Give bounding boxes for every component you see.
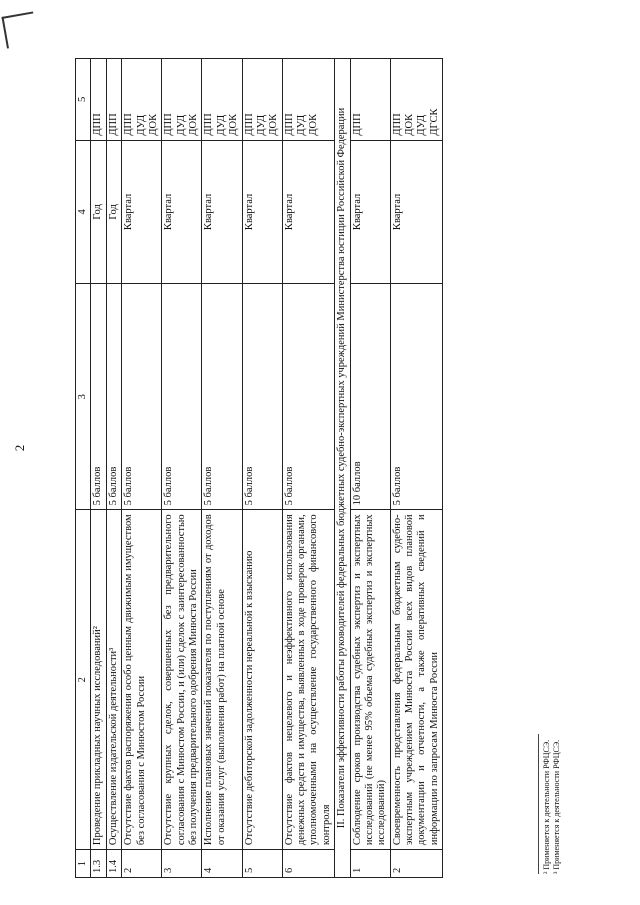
rotated-sheet: [75, 28, 575, 878]
row-number: 1: [350, 850, 390, 878]
period-value: Квартал: [202, 140, 242, 284]
period-value: Квартал: [122, 140, 162, 284]
department-codes: [106, 59, 121, 141]
table-row: [390, 59, 443, 878]
indicator-text: Исполнение плановых значений показателя по поступлениям от доходов от оказания услуг (выполнения работ) на платной основе: [202, 510, 242, 850]
department-code: ДУД: [416, 114, 428, 136]
department-code: ДОК: [308, 113, 320, 136]
score-value: 5 баллов: [202, 284, 242, 510]
indicator-text: Осуществление издательской деятельности³: [106, 510, 121, 850]
indicator-text: Отсутствие фактов распоряжения особо ценным движимым имуществом без согласования с Минюстом России: [122, 510, 162, 850]
footnote-1: ² Применяется к деятельности РФЦСЭ.: [542, 739, 552, 874]
period-value: Квартал: [242, 140, 282, 284]
table-row: [162, 59, 202, 878]
score-value: 5 баллов: [162, 284, 202, 510]
indicator-text: Своевременность представления федеральным бюджетным судебно-экспертным учреждением Минюста России всех видов плановой документации и отчетности, а также оперативных сведений и информации по запросам Минюста России: [390, 510, 443, 850]
indicator-text: Отсутствие фактов нецелевого и неэффективного использования денежных средств и имущества, выявленных в ходе проверок органами, уполномоченными на осуществление государственного финансового контроля: [282, 510, 335, 850]
score-value: 5 баллов: [390, 284, 443, 510]
table-row: [122, 59, 162, 878]
header-col-2: 2: [76, 510, 91, 850]
indicator-text: Отсутствие крупных сделок, совершенных без предварительного согласования с Минюстом России, и (или) сделок с заинтересованностью без получения предварительного одобрения Минюста России: [162, 510, 202, 850]
score-value: 5 баллов: [91, 284, 106, 510]
score-value: 5 баллов: [106, 284, 121, 510]
indicator-text: Проведение прикладных научных исследований²: [91, 510, 106, 850]
score-value: 5 баллов: [122, 284, 162, 510]
department-code: ДПП: [92, 113, 104, 136]
score-value: 5 баллов: [282, 284, 335, 510]
header-col-5: 5: [76, 59, 91, 141]
header-col-4: 4: [76, 140, 91, 284]
corner-fold-mark: [1, 11, 38, 48]
header-col-1: 1: [76, 850, 91, 878]
table-header-row: [76, 59, 91, 878]
department-codes: [282, 59, 335, 141]
section-row: [335, 59, 350, 878]
footnote-2: ³ Применяется к деятельности РФЦСЭ.: [552, 739, 562, 874]
table-row: [91, 59, 106, 878]
table-row: [350, 59, 390, 878]
row-number: 2: [390, 850, 443, 878]
department-codes: [202, 59, 242, 141]
period-value: Квартал: [350, 140, 390, 284]
row-number: 1.3: [91, 850, 106, 878]
department-codes: [390, 59, 443, 141]
indicator-text: Соблюдение сроков производства судебных экспертиз и экспертных исследований (не менее 95% объема судебных экспертиз и экспертных исследований): [350, 510, 390, 850]
department-code: ДПП: [203, 113, 215, 136]
header-col-3: 3: [76, 284, 91, 510]
department-code: ДУД: [215, 114, 227, 136]
department-codes: [242, 59, 282, 141]
indicators-table: [75, 58, 443, 878]
department-code: ДПП: [391, 113, 403, 136]
table-row: [282, 59, 335, 878]
department-code: ДОК: [228, 113, 240, 136]
footnote-rule: [538, 734, 539, 874]
department-code: ДПП: [107, 113, 119, 136]
department-code: ДГСК: [428, 108, 440, 136]
row-number: 4: [202, 850, 242, 878]
row-number: 1.4: [106, 850, 121, 878]
department-codes: [91, 59, 106, 141]
period-value: Квартал: [390, 140, 443, 284]
department-codes: [350, 59, 390, 141]
table-row: [242, 59, 282, 878]
department-code: ДОК: [404, 113, 415, 136]
period-value: Квартал: [282, 140, 335, 284]
department-code: ДПП: [283, 113, 295, 136]
row-number: 3: [162, 850, 202, 878]
department-code: ДПП: [351, 113, 363, 136]
period-value: Год: [91, 140, 106, 284]
row-number: 2: [122, 850, 162, 878]
department-code: ДПП: [243, 113, 255, 136]
period-value: Квартал: [162, 140, 202, 284]
table-row: [106, 59, 121, 878]
department-code: ДОК: [188, 113, 199, 136]
department-codes: [162, 59, 202, 141]
department-code: ДУД: [296, 114, 307, 136]
department-code: ДУД: [175, 114, 187, 136]
period-value: Год: [106, 140, 121, 284]
department-code: ДОК: [147, 113, 159, 136]
row-number: 6: [282, 850, 335, 878]
score-value: 10 баллов: [350, 284, 390, 510]
department-codes: [122, 59, 162, 141]
department-code: ДОК: [268, 113, 280, 136]
section-title: II. Показатели эффективности работы руководителей федеральных бюджетных судебно-экспертных учреждений Министерства юстиции Российской Федерации: [335, 59, 350, 878]
score-value: 5 баллов: [242, 284, 282, 510]
department-code: ДПП: [123, 113, 135, 136]
department-code: ДУД: [255, 114, 267, 136]
department-code: ДУД: [135, 114, 147, 136]
footnotes: [538, 28, 562, 874]
row-number: 5: [242, 850, 282, 878]
page-number: 2: [12, 444, 27, 452]
department-code: ДПП: [163, 113, 175, 136]
indicator-text: Отсутствие дебиторской задолженности нереальной к взысканию: [242, 510, 282, 850]
table-row: [202, 59, 242, 878]
